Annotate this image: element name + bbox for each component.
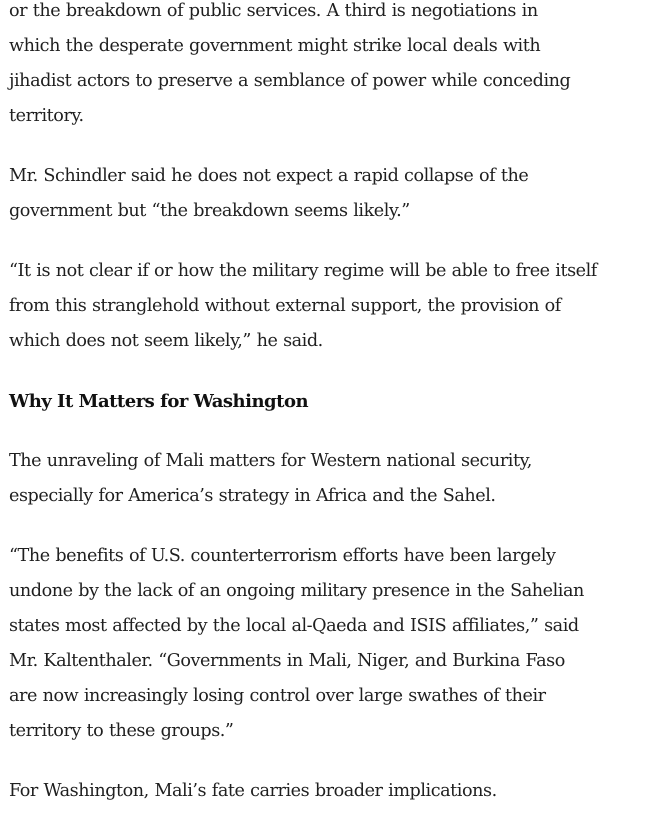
text-line: or the breakdown of public services. A third is negotiations in xyxy=(9,1,538,21)
text-line: which does not seem likely,” he said. xyxy=(9,331,323,351)
text-line: are now increasingly losing control over large swathes of their xyxy=(9,686,546,706)
text-line: territory. xyxy=(9,106,84,126)
paragraph-quote-stranglehold xyxy=(9,254,639,359)
text-line: Mr. Schindler said he does not expect a rapid collapse of the xyxy=(9,166,529,186)
text-line: from this stranglehold without external support, the provision of xyxy=(9,296,561,316)
paragraph-washington xyxy=(9,774,639,809)
text-line: For Washington, Mali’s fate carries broader implications. xyxy=(9,781,497,801)
text-line: The unraveling of Mali matters for Western national security, xyxy=(9,451,532,471)
section-heading: Why It Matters for Washington xyxy=(9,391,309,412)
text-line: which the desperate government might strike local deals with xyxy=(9,36,541,56)
paragraph-unraveling xyxy=(9,444,639,514)
text-line: states most affected by the local al-Qaeda and ISIS affiliates,” said xyxy=(9,616,579,636)
text-line: government but “the breakdown seems likely.” xyxy=(9,201,410,221)
text-line: “The benefits of U.S. counterterrorism efforts have been largely xyxy=(9,546,556,566)
text-line: undone by the lack of an ongoing military presence in the Sahelian xyxy=(9,581,584,601)
paragraph-quote-kaltenthaler xyxy=(9,539,639,749)
text-line: Mr. Kaltenthaler. “Governments in Mali, Niger, and Burkina Faso xyxy=(9,651,565,671)
text-line: “It is not clear if or how the military regime will be able to free itself xyxy=(9,261,597,281)
paragraph-scenarios xyxy=(9,0,639,134)
paragraph-schindler xyxy=(9,159,639,229)
text-line: jihadist actors to preserve a semblance of power while conceding xyxy=(9,71,571,91)
article-body xyxy=(9,0,639,834)
text-line: especially for America’s strategy in Africa and the Sahel. xyxy=(9,486,496,506)
text-line: territory to these groups.” xyxy=(9,721,234,741)
